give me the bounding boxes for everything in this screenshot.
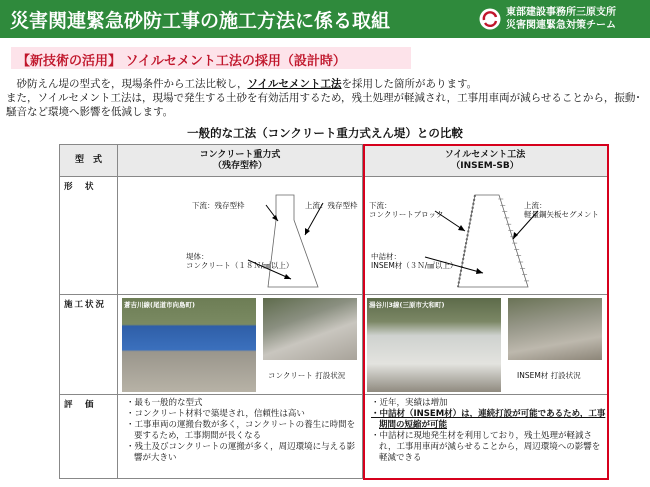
- list-item: ・近年，実績は増加: [371, 398, 448, 408]
- hiroshima-logo-icon: [479, 8, 501, 30]
- list-item: ・工事車両の運搬台数が多く，コンクリートの養生に時間を要するため，工事期間が長くなる: [126, 420, 356, 441]
- list-item: ・中詰材に現地発生材を利用しており，残土処理が軽減され，工事用車両が減らせることから，周辺環境への影響を軽減できる: [371, 431, 601, 463]
- list-item-highlight: ・中詰材（INSEM材）は，連続打設が可能であるため，工事期間の短縮が可能: [371, 409, 606, 430]
- row-label-eval: 評 価: [60, 395, 118, 479]
- concrete-shape-cell: [118, 177, 363, 295]
- row-label-work: 施工状況: [60, 295, 118, 395]
- intro-text: 砂防えん堤の型式を，現場条件から工法比較し，ソイルセメント工法を採用した箇所があります。 また，ソイルセメント工法は，現場で発生する土砂を有効活用するため，残土処理が軽減され，工事用車両が減らせることから，振動･騒音など環境へ影響を低減します。: [6, 78, 641, 118]
- soil-label-up: 上流： 軽量鋼矢板セグメント: [524, 201, 599, 219]
- page-title: 災害関連緊急砂防工事の施工方法に係る取組: [10, 10, 391, 32]
- soil-cement-eval-cell: [363, 395, 608, 479]
- concrete-label-down: 下流：残存型枠: [192, 201, 245, 210]
- concrete-pour-photo: [263, 298, 357, 360]
- soil-cement-site-photo: 湯谷川3線(三原市大和町): [367, 298, 501, 392]
- concrete-label-up: 上流：残存型枠: [305, 201, 358, 210]
- soil-cement-shape-cell: [363, 177, 608, 295]
- insem-pour-photo: [508, 298, 602, 360]
- insem-photo-caption: INSEM材 打設状況: [517, 371, 581, 380]
- soil-label-down: 下流： コンクリートブロック: [369, 201, 444, 219]
- section-banner: 【新技術の活用】 ソイルセメント工法の採用（設計時）: [11, 47, 411, 69]
- list-item: ・最も一般的な型式: [126, 398, 203, 408]
- comparison-table: [59, 144, 608, 479]
- list-item: ・コンクリート材料で築堤され，信頼性は高い: [126, 409, 305, 419]
- concrete-site-photo: 蒼吉川線(尾道市向島町): [122, 298, 256, 392]
- header-concrete: コンクリート重力式 （残存型枠）: [118, 145, 363, 177]
- comparison-title: 一般的な工法（コンクリート重力式えん堤）との比較: [187, 126, 463, 140]
- header-type: 型 式: [60, 145, 118, 177]
- table-row-work: [60, 295, 608, 395]
- table-row-shape: [60, 177, 608, 295]
- list-item: ・残土及びコンクリートの運搬が多く，周辺環境に与える影響が大きい: [126, 442, 356, 463]
- concrete-photo-caption: コンクリート 打設状況: [268, 371, 346, 380]
- concrete-eval-cell: [118, 395, 363, 479]
- soil-cement-dam-diagram: [363, 177, 606, 293]
- soil-cement-work-cell: [363, 295, 608, 395]
- concrete-work-cell: [118, 295, 363, 395]
- table-row-eval: [60, 395, 608, 479]
- header-bar: [0, 0, 650, 38]
- concrete-dam-diagram: [118, 177, 361, 293]
- org-name: 東部建設事務所三原支所 災害関連緊急対策チーム: [506, 7, 616, 31]
- soil-label-fill: 中詰材： INSEM材（３Ｎ/㎟以上）: [371, 252, 458, 270]
- table-header-row: [60, 145, 608, 177]
- concrete-label-body: 堤体： コンクリート（１８Ｎ/㎟以上）: [186, 252, 294, 270]
- row-label-shape: 形 状: [60, 177, 118, 295]
- header-soil-cement: ソイルセメント工法 （INSEM-SB）: [363, 145, 608, 177]
